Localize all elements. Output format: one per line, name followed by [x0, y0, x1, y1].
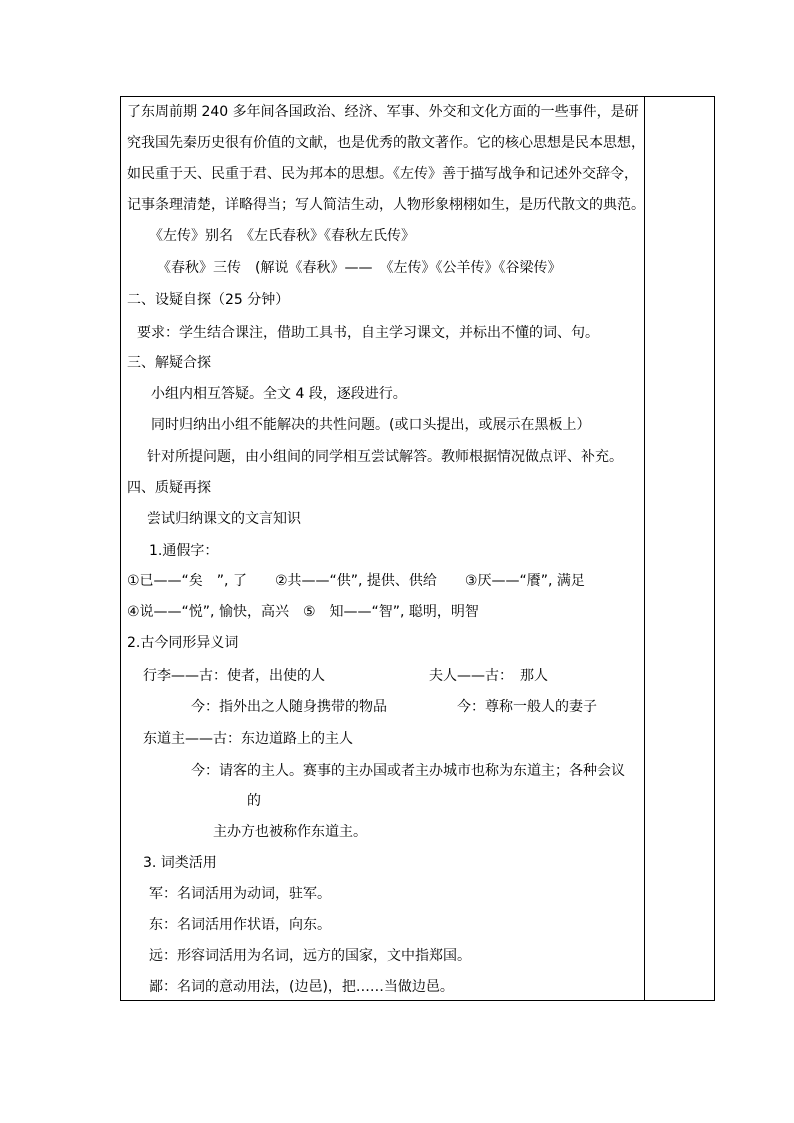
xingli-ancient: 行李——古：使者，出使的人: [143, 668, 325, 684]
lesson-table: [120, 96, 715, 1001]
intro-line-2: 究我国先秦历史很有价值的文献，也是优秀的散文著作。它的核心思想是民本思想，: [127, 135, 645, 151]
zuozhuan-alias: 《左传》别名 《左氏春秋》《春秋左氏传》: [149, 228, 415, 244]
cilei-yuan: 远：形容词活用为名词，远方的国家，文中指郑国。: [149, 948, 471, 964]
xingli-modern: 今：指外出之人随身携带的物品: [191, 699, 387, 715]
content-cell: [121, 97, 644, 1000]
cilei-dong: 东：名词活用作状语，向东。: [149, 917, 331, 933]
intro-line-3: 如民重于天、民重于君、民为邦本的思想。《左传》善于描写战争和记述外交辞令，: [127, 166, 638, 182]
intro-line-1: 了东周前期 240 多年间各国政治、经济、军事、外交和文化方面的一些事件，是研: [127, 104, 639, 120]
tongjia-title: 1.通假字：: [149, 543, 219, 559]
gujin-title: 2.古今同形异义词: [127, 635, 239, 651]
furen-ancient: 夫人——古： 那人: [429, 668, 548, 684]
section3-heading: 三、解疑合探: [127, 355, 211, 371]
dongdaozhu-ancient: 东道主——古：东边道路上的主人: [143, 731, 353, 747]
cilei-jun: 军：名词活用为动词，驻军。: [149, 886, 331, 902]
dongdaozhu-modern-line-1: 今：请客的主人。赛事的主办国或者主办城市也称为东道主；各种会议: [191, 763, 625, 779]
cilei-title: 3. 词类活用: [143, 855, 217, 871]
section3-line-2: 同时归纳出小组不能解决的共性问题。(或口头提出，或展示在黑板上）: [151, 417, 591, 433]
cilei-bi: 鄙：名词的意动用法，(边邑)，把……当做边邑。: [149, 979, 454, 995]
column-divider: [644, 97, 645, 1000]
chunqiu-three-commentaries: 《春秋》三传 (解说《春秋》—— 《左传》《公羊传》《谷梁传》: [157, 260, 562, 276]
tongjia-row-2: ④说——“悦”, 愉快，高兴 ⑤ 知——“智”, 聪明，明智: [127, 604, 479, 620]
dongdaozhu-modern-line-3: 主办方也被称作东道主。: [213, 824, 367, 840]
section2-requirement: 要求：学生结合课注，借助工具书，自主学习课文，并标出不懂的词、句。: [137, 325, 599, 341]
section2-heading: 二、设疑自探（25 分钟）: [127, 292, 290, 308]
section4-subheading: 尝试归纳课文的文言知识: [147, 511, 301, 527]
section4-heading: 四、质疑再探: [127, 480, 211, 496]
section3-line-3: 针对所提问题，由小组间的同学相互尝试解答。教师根据情况做点评、补充。: [147, 449, 623, 465]
tongjia-row-1: ①已——“矣 ”, 了 ②共——“供”, 提供、供给 ③厌——“餍”, 满足: [127, 573, 585, 589]
dongdaozhu-modern-line-2: 的: [247, 793, 261, 809]
furen-modern: 今：尊称一般人的妻子: [457, 699, 597, 715]
intro-line-4: 记事条理清楚，详略得当；写人简洁生动，人物形象栩栩如生，是历代散文的典范。: [127, 197, 645, 213]
section3-line-1: 小组内相互答疑。全文 4 段，逐段进行。: [151, 386, 407, 402]
